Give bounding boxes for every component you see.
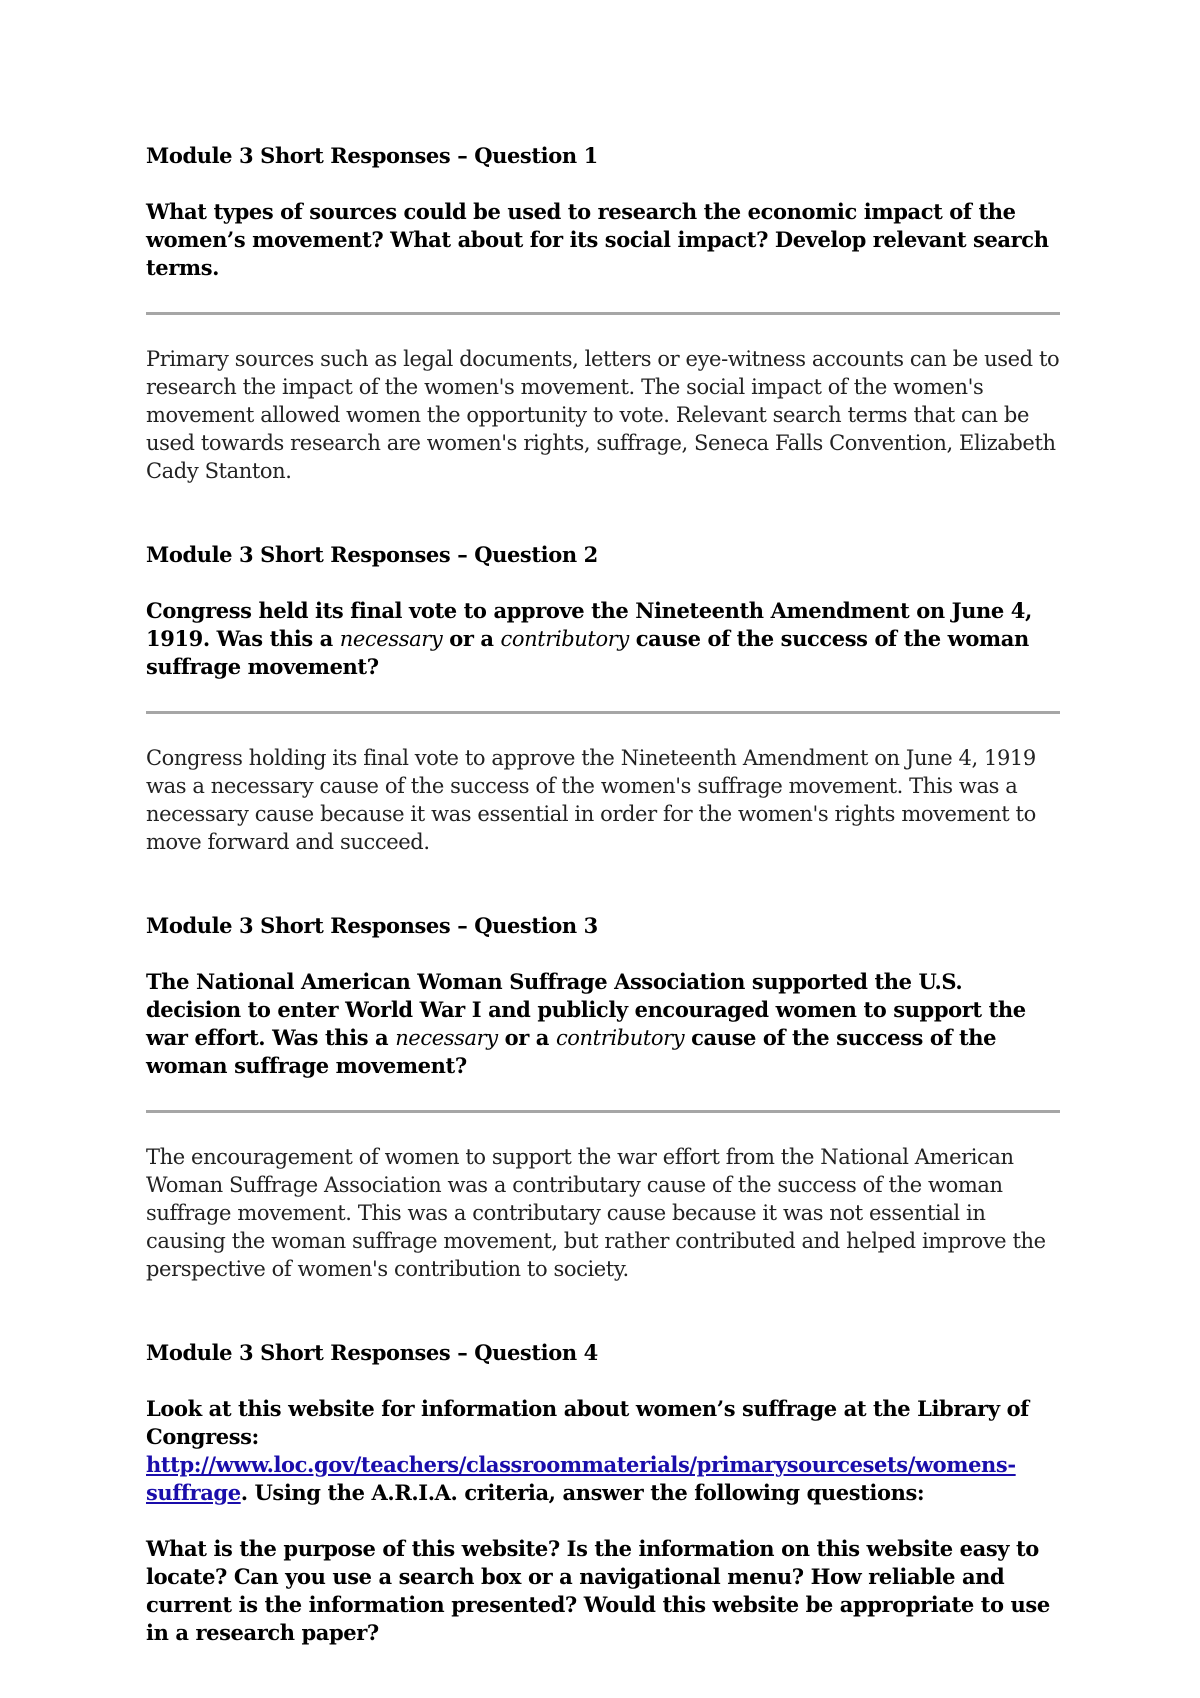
- question-italic-necessary: necessary: [339, 627, 443, 651]
- question-text-q2: [146, 597, 1060, 681]
- answer-text-q1: Primary sources such as legal documents, letters or eye-witness accounts can be used to research the impact of the women's movement. The social impact of the women's movement allowed women the opportunity to vote. Relevant search terms that can be used towards research are women's rights, suffrage, Seneca Falls Convention, Elizabeth Cady Stanton.: [146, 347, 1060, 483]
- answer-text-q3: The encouragement of women to support the war effort from the National American Woman Suffrage Association was a contributary cause of the success of the woman suffrage movement. This was a contributary cause because it was not essential in causing the woman suffrage movement, but rather contributed and helped improve the perspective of women's contribution to society.: [146, 1145, 1046, 1281]
- answer-text-q2: Congress holding its final vote to approve the Nineteenth Amendment on June 4, 1919 was a necessary cause of the success of the women's suffrage movement. This was a necessary cause because it was essential in order for the women's rights movement to move forward and succeed.: [146, 746, 1036, 854]
- section-heading-q4: Module 3 Short Responses – Question 4: [146, 1340, 598, 1365]
- section-heading-q1: Module 3 Short Responses – Question 1: [146, 143, 598, 168]
- question-text-q4-aria: What is the purpose of this website? Is the information on this website easy to locate? Can you use a search box or a navigational menu? How reliable and current is the information presented? Would this website be appropriate to use in a research paper?: [146, 1536, 1050, 1645]
- section-heading-q2: Module 3 Short Responses – Question 2: [146, 542, 598, 567]
- question-text-part: or a: [497, 1025, 556, 1050]
- question-text-part: . Using the A.R.I.A. criteria, answer the following questions:: [240, 1480, 925, 1505]
- question-text-part: The National American Woman Suffrage Association supported the U.S. decision to enter World War I and publicly encouraged women to support the war effort. Was this a: [146, 969, 1026, 1050]
- divider-q2: [146, 711, 1060, 714]
- divider-q3: [146, 1110, 1060, 1113]
- question-text-part: Look at this website for information about women’s suffrage at the Library of Congress:: [146, 1396, 1029, 1449]
- question-text-part: or a: [442, 626, 501, 651]
- section-heading-q3: Module 3 Short Responses – Question 3: [146, 913, 598, 938]
- question-text-part: cause of the success of the woman suffrage movement?: [146, 1025, 997, 1078]
- question-text-q3: [146, 968, 1060, 1080]
- document-content: [146, 142, 1060, 1647]
- question-text-part: cause of the success of the woman suffrage movement?: [146, 626, 1029, 679]
- divider-q1: [146, 312, 1060, 315]
- question-italic-contributory: contributory: [555, 1026, 685, 1050]
- question-italic-necessary: necessary: [395, 1026, 498, 1050]
- question-text-q1: What types of sources could be used to research the economic impact of the women’s movement? What about for its social impact? Develop relevant search terms.: [146, 199, 1049, 280]
- loc-website-link[interactable]: http://www.loc.gov/teachers/classroommaterials/primarysourcesets/womens-suffrage: [146, 1452, 1016, 1505]
- question-italic-contributory: contributory: [500, 627, 629, 651]
- question-text-part: Congress held its final vote to approve the Nineteenth Amendment on June 4, 1919. Was this a: [146, 598, 1032, 651]
- question-text-q4: [146, 1395, 1060, 1507]
